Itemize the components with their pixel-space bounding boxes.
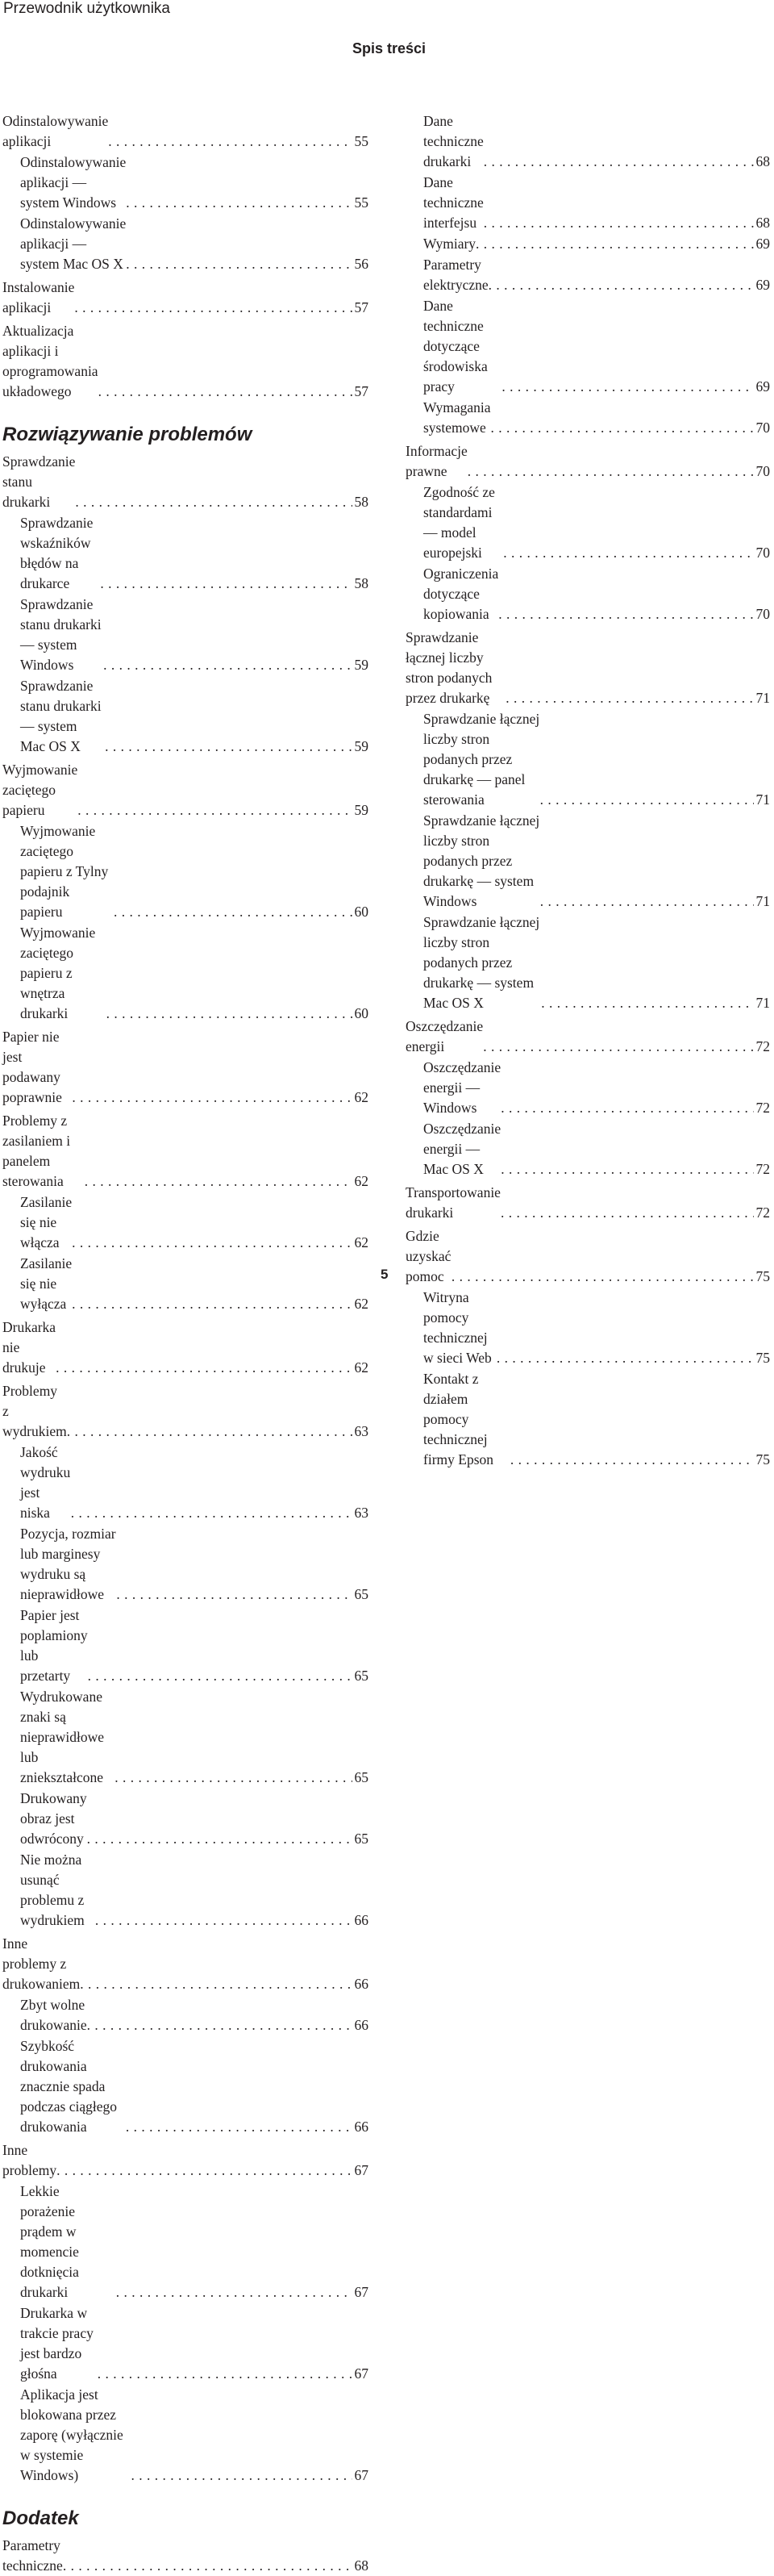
toc-entry[interactable] [2, 2385, 368, 2486]
toc-entry-page: 66 [354, 1912, 368, 1928]
toc-entry-title: Sprawdzanie łącznej liczby stron podanych przez drukarkę — system Windows [423, 812, 540, 909]
toc-entry[interactable] [2, 1605, 368, 1686]
toc-leader-dots [476, 234, 753, 254]
toc-leader-dots [108, 132, 352, 152]
toc-leader-dots [85, 1171, 352, 1192]
toc-entry[interactable] [2, 1192, 368, 1253]
toc-entry[interactable] [406, 628, 770, 708]
toc-entry-page: 69 [755, 236, 770, 252]
toc-entry-page: 66 [354, 1976, 368, 1992]
toc-entry-title: Oszczędzanie energii [406, 1018, 484, 1054]
toc-entry-page: 62 [354, 1234, 368, 1250]
toc-leader-dots [541, 993, 753, 1013]
toc-entry-page: 67 [354, 2284, 368, 2300]
toc-entry-page: 70 [755, 420, 770, 436]
toc-entry[interactable] [2, 595, 368, 675]
toc-entry[interactable] [406, 1058, 770, 1118]
toc-entry[interactable] [406, 234, 770, 254]
toc-entry[interactable] [406, 398, 770, 438]
toc-entry-page: 66 [354, 2119, 368, 2135]
toc-leader-dots [484, 213, 754, 233]
toc-entry-page: 60 [354, 904, 368, 920]
toc-leader-dots [71, 1503, 352, 1523]
toc-entry-title: Parametry elektryczne [423, 257, 489, 293]
toc-entry[interactable] [2, 1789, 368, 1849]
toc-entry[interactable] [406, 1119, 770, 1179]
toc-entry-page: 65 [354, 1586, 368, 1602]
toc-entry-title: Sprawdzanie stanu drukarki — system Mac OS X [20, 678, 102, 754]
toc-leader-dots [75, 492, 352, 512]
toc-entry[interactable] [2, 1850, 368, 1931]
toc-leader-dots [116, 1584, 352, 1605]
toc-leader-dots [56, 1358, 352, 1378]
toc-leader-dots [56, 2161, 352, 2181]
toc-entry[interactable] [406, 1288, 770, 1368]
section-title: Spis treści [352, 40, 426, 56]
toc-entry[interactable] [406, 111, 770, 172]
toc-leader-dots [95, 1910, 352, 1931]
toc-entry-title: Sprawdzanie stanu drukarki — system Windows [20, 596, 102, 673]
toc-entry-page: 56 [354, 256, 368, 272]
toc-entry-title: Oszczędzanie energii — Windows [423, 1059, 501, 1116]
toc-entry[interactable] [406, 441, 770, 482]
toc-entry-title: Wydrukowane znaki są nieprawidłowe lub zniekształcone [20, 1689, 104, 1785]
toc-entry-title: Dane techniczne dotyczące środowiska pracy [423, 298, 488, 395]
toc-entry-title: Wymiary [423, 236, 476, 252]
toc-leader-dots [510, 1450, 754, 1470]
toc-entry[interactable] [2, 321, 368, 402]
toc-entry[interactable] [2, 1381, 368, 1442]
toc-entry-page: 69 [755, 378, 770, 395]
toc-leader-dots [452, 1267, 754, 1287]
toc-entry-title: Drukarka w trakcie pracy jest bardzo głośna [20, 2305, 94, 2382]
toc-entry-page: 68 [354, 2557, 368, 2574]
toc-entry[interactable] [406, 709, 770, 810]
toc-leader-dots [131, 2465, 352, 2486]
toc-entry-page: 57 [354, 383, 368, 399]
toc-entry-title: Wymagania systemowe [423, 399, 491, 436]
toc-entry-title: Informacje prawne [406, 443, 468, 479]
toc-leader-dots [116, 2282, 352, 2303]
toc-entry[interactable] [2, 676, 368, 757]
toc-leader-dots [103, 655, 352, 675]
toc-entry-page: 71 [755, 995, 770, 1011]
toc-entry-title: Ograniczenia dotyczące kopiowania [423, 566, 499, 622]
toc-entry-page: 72 [755, 1100, 770, 1116]
chapter-heading: Dodatek [2, 2507, 79, 2529]
toc-entry-title: Drukowany obraz jest odwrócony [20, 1790, 87, 1847]
toc-leader-dots [484, 152, 754, 172]
toc-entry-title: Zbyt wolne drukowanie [20, 1997, 87, 2033]
toc-entry[interactable] [2, 278, 368, 318]
toc-entry-title: Instalowanie aplikacji [2, 279, 75, 315]
toc-entry[interactable] [406, 811, 770, 912]
toc-entry-title: Zgodność ze standardami — model europejski [423, 484, 495, 561]
toc-leader-dots [72, 1233, 352, 1253]
toc-entry-title: Witryna pomocy technicznej w sieci Web [423, 1289, 492, 1366]
toc-leader-dots [126, 2117, 352, 2137]
toc-leader-dots [100, 574, 352, 594]
toc-leader-dots [540, 891, 754, 912]
toc-entry[interactable] [2, 2181, 368, 2303]
toc-entry-title: Sprawdzanie wskaźników błędów na drukarce [20, 515, 94, 591]
toc-entry-title: Dane techniczne interfejsu [423, 174, 484, 231]
toc-leader-dots [491, 418, 754, 438]
toc-entry-page: 63 [354, 1423, 368, 1439]
toc-entry-page: 75 [755, 1350, 770, 1366]
toc-entry-page: 65 [354, 1769, 368, 1785]
toc-entry[interactable] [2, 760, 368, 820]
toc-leader-dots [88, 1666, 352, 1686]
toc-entry[interactable] [2, 513, 368, 594]
toc-entry[interactable] [2, 1934, 368, 1994]
toc-leader-dots [501, 1098, 753, 1118]
toc-entry-page: 65 [354, 1831, 368, 1847]
toc-leader-dots [501, 377, 753, 397]
toc-entry-page: 70 [755, 545, 770, 561]
toc-leader-dots [501, 1203, 754, 1223]
toc-entry-page: 75 [755, 1268, 770, 1284]
toc-entry-page: 68 [755, 153, 770, 169]
toc-entry-page: 58 [354, 575, 368, 591]
toc-entry-title: Sprawdzanie stanu drukarki [2, 453, 76, 510]
toc-entry-title: Dane techniczne drukarki [423, 113, 484, 169]
toc-entry-title: Wyjmowanie zaciętego papieru z Tylny podajnik papieru [20, 823, 109, 920]
toc-entry[interactable] [2, 1442, 368, 1523]
toc-entry[interactable] [2, 1524, 368, 1605]
toc-entry[interactable] [2, 923, 368, 1024]
toc-entry[interactable] [406, 912, 770, 1013]
toc-leader-dots [498, 604, 753, 624]
toc-entry[interactable] [2, 452, 368, 512]
toc-entry-title: Jakość wydruku jest niska [20, 1444, 71, 1521]
toc-leader-dots [114, 902, 352, 922]
toc-entry-title: Problemy z wydrukiem [2, 1383, 67, 1439]
toc-entry-title: Gdzie uzyskać pomoc [406, 1228, 452, 1284]
toc-entry-title: Nie można usunąć problemu z wydrukiem [20, 1852, 85, 1928]
toc-leader-dots [72, 1294, 352, 1314]
toc-leader-dots [80, 1974, 352, 1994]
toc-entry-page: 55 [354, 194, 368, 211]
toc-leader-dots [114, 1768, 352, 1788]
toc-entry-page: 75 [755, 1451, 770, 1468]
toc-entry-page: 62 [354, 1173, 368, 1189]
toc-entry-title: Pozycja, rozmiar lub marginesy wydruku są nieprawidłowe [20, 1526, 116, 1602]
toc-entry[interactable] [406, 482, 770, 563]
toc-entry-title: Aplikacja jest blokowana przez zaporę (wyłącznie w systemie Windows) [20, 2386, 123, 2483]
toc-leader-dots [63, 2556, 352, 2576]
toc-leader-dots [126, 193, 352, 213]
toc-entry-page: 71 [755, 690, 770, 706]
toc-entry-title: Zasilanie się nie włącza [20, 1194, 73, 1250]
toc-leader-dots [540, 790, 754, 810]
toc-entry[interactable] [2, 1027, 368, 1108]
toc-leader-dots [105, 737, 352, 757]
toc-leader-dots [87, 1829, 352, 1849]
toc-entry[interactable] [2, 1254, 368, 1314]
toc-entry-page: 71 [755, 791, 770, 808]
toc-entry-page: 69 [755, 277, 770, 293]
toc-entry-title: Szybkość drukowania znacznie spada podczas ciągłego drukowania [20, 2038, 118, 2135]
toc-entry-title: Wyjmowanie zaciętego papieru z wnętrza drukarki [20, 925, 96, 1021]
toc-entry-page: 62 [354, 1296, 368, 1312]
toc-left-column [2, 111, 368, 2576]
toc-entry-page: 67 [354, 2162, 368, 2178]
toc-leader-dots [506, 688, 753, 708]
toc-leader-dots [98, 382, 352, 402]
toc-leader-dots [77, 800, 352, 820]
toc-entry-title: Papier nie jest podawany poprawnie [2, 1029, 62, 1105]
toc-entry-page: 71 [755, 893, 770, 909]
toc-entry-page: 70 [755, 463, 770, 479]
toc-leader-dots [67, 1422, 352, 1442]
toc-leader-dots [497, 1348, 754, 1368]
toc-entry-title: Papier jest poplamiony lub przetarty [20, 1607, 88, 1684]
toc-entry-title: Oszczędzanie energii — Mac OS X [423, 1121, 501, 1177]
toc-entry[interactable] [2, 1317, 368, 1378]
toc-entry[interactable] [2, 2303, 368, 2384]
toc-entry-title: Sprawdzanie łącznej liczby stron podanych przez drukarkę — system Mac OS X [423, 914, 540, 1011]
toc-entry[interactable] [406, 255, 770, 295]
toc-entry[interactable] [2, 1995, 368, 2035]
toc-entry[interactable] [2, 214, 368, 274]
toc-entry-title: Problemy z zasilaniem i panelem sterowania [2, 1113, 71, 1189]
toc-entry-page: 66 [354, 2017, 368, 2033]
toc-entry-title: Sprawdzanie łącznej liczby stron podanych przez drukarkę — panel sterowania [423, 711, 540, 808]
toc-entry[interactable] [406, 1226, 770, 1287]
toc-entry-page: 70 [755, 606, 770, 622]
toc-entry-title: Kontakt z działem pomocy technicznej firmy Epson [423, 1371, 494, 1468]
toc-entry-page: 72 [755, 1204, 770, 1221]
toc-entry-title: Zasilanie się nie wyłącza [20, 1255, 73, 1312]
toc-leader-dots [501, 1159, 753, 1179]
toc-entry[interactable] [2, 2140, 368, 2181]
toc-entry-page: 67 [354, 2467, 368, 2483]
toc-leader-dots [126, 254, 352, 274]
chapter-heading: Rozwiązywanie problemów [2, 424, 252, 445]
toc-entry-page: 67 [354, 2365, 368, 2382]
toc-entry[interactable] [2, 1687, 368, 1788]
toc-entry-title: Odinstalowywanie aplikacji — system Windows [20, 154, 127, 211]
toc-entry[interactable] [406, 564, 770, 624]
toc-right-column [406, 111, 770, 1470]
toc-entry-page: 57 [354, 299, 368, 315]
toc-entry-title: Transportowanie drukarki [406, 1184, 501, 1221]
toc-entry[interactable] [406, 296, 770, 397]
toc-entry-page: 62 [354, 1089, 368, 1105]
page-number: 5 [381, 1267, 389, 1282]
toc-entry-title: Inne problemy z drukowaniem [2, 1935, 81, 1992]
toc-entry-page: 59 [354, 738, 368, 754]
toc-leader-dots [106, 1004, 352, 1024]
header-title: Przewodnik użytkownika [3, 0, 170, 17]
toc-entry[interactable] [2, 2036, 368, 2137]
toc-entry-page: 72 [755, 1038, 770, 1054]
toc-entry-title: Aktualizacja aplikacji i oprogramowania układowego [2, 323, 98, 399]
toc-entry[interactable] [2, 821, 368, 922]
toc-entry[interactable] [406, 1369, 770, 1470]
toc-leader-dots [74, 298, 352, 318]
toc-entry-title: Drukarka nie drukuje [2, 1319, 56, 1376]
toc-leader-dots [98, 2364, 352, 2384]
toc-entry-page: 59 [354, 802, 368, 818]
toc-leader-dots [489, 275, 754, 295]
toc-entry-page: 55 [354, 133, 368, 149]
toc-leader-dots [87, 2015, 352, 2035]
toc-leader-dots [483, 1037, 753, 1057]
toc-entry[interactable] [2, 111, 368, 152]
toc-entry-page: 72 [755, 1161, 770, 1177]
toc-entry-page: 59 [354, 657, 368, 673]
toc-leader-dots [72, 1088, 352, 1108]
toc-entry-page: 58 [354, 494, 368, 510]
toc-entry-page: 63 [354, 1505, 368, 1521]
toc-entry[interactable] [406, 173, 770, 233]
toc-entry-page: 60 [354, 1005, 368, 1021]
toc-leader-dots [503, 543, 753, 563]
toc-entry-title: Lekkie porażenie prądem w momencie dotknięcia drukarki [20, 2183, 79, 2300]
toc-entry-title: Wyjmowanie zaciętego papieru [2, 762, 78, 818]
toc-entry[interactable] [406, 1183, 770, 1223]
toc-leader-dots [468, 461, 754, 482]
toc-entry[interactable] [2, 2536, 368, 2576]
toc-entry[interactable] [406, 1017, 770, 1057]
toc-entry-title: Inne problemy [2, 2142, 57, 2178]
toc-entry[interactable] [2, 152, 368, 213]
toc-entry-title: Odinstalowywanie aplikacji — system Mac OS X [20, 215, 127, 272]
toc-entry-page: 65 [354, 1668, 368, 1684]
toc-entry-page: 62 [354, 1359, 368, 1376]
toc-entry[interactable] [2, 1111, 368, 1192]
toc-entry-title: Parametry techniczne [2, 2537, 63, 2574]
toc-entry-page: 68 [755, 215, 770, 231]
toc-entry-title: Sprawdzanie łącznej liczby stron podanych przez drukarkę [406, 629, 493, 706]
toc-entry-title: Odinstalowywanie aplikacji [2, 113, 109, 149]
